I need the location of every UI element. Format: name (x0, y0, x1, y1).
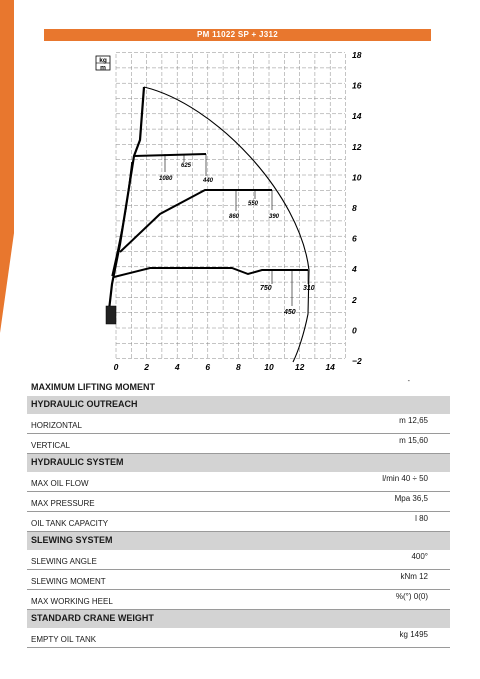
load-diagram (0, 44, 480, 374)
spec-row (27, 472, 450, 492)
x-tick-label: 6 (205, 362, 211, 372)
y-tick-label: 2 (352, 294, 357, 305)
spec-row (27, 550, 450, 570)
x-tick-label: 14 (325, 362, 335, 372)
section-header (27, 454, 450, 472)
spec-value: Mpa 36,5 (394, 494, 428, 503)
y-tick-labels (351, 50, 362, 366)
svg-text:860: 860 (229, 214, 240, 220)
x-tick-label: 2 (144, 362, 149, 372)
spec-value: m 15,60 (399, 436, 428, 445)
spec-row (27, 512, 450, 532)
x-tick-label: 10 (264, 362, 274, 372)
y-tick-label: 16 (352, 80, 362, 91)
section-title: SLEWING SYSTEM (31, 535, 113, 545)
svg-text:1080: 1080 (159, 176, 173, 182)
section-title: HYDRAULIC SYSTEM (31, 457, 124, 467)
y-tick-label: 18 (352, 50, 362, 60)
spec-label: MAX PRESSURE (31, 499, 95, 508)
spec-value: kg 1495 (399, 630, 428, 639)
x-tick-label: 8 (236, 362, 241, 372)
y-tick-label: 4 (352, 264, 357, 275)
y-tick-label: −2 (352, 356, 362, 366)
section-header (27, 610, 450, 628)
spec-row (27, 628, 450, 648)
y-tick-label: 14 (352, 111, 362, 122)
spec-label: SLEWING MOMENT (31, 577, 106, 586)
section-title: STANDARD CRANE WEIGHT (31, 613, 154, 623)
diagram-grid (116, 53, 346, 360)
svg-text:550: 550 (248, 201, 259, 207)
svg-text:450: 450 (284, 309, 296, 316)
spec-table (27, 380, 450, 648)
spec-label: HORIZONTAL (31, 421, 82, 430)
spec-label: MAX OIL FLOW (31, 479, 89, 488)
spec-value: l 80 (415, 514, 428, 523)
spec-label: SLEWING ANGLE (31, 557, 97, 566)
svg-text:625: 625 (181, 163, 192, 169)
section-header (27, 532, 450, 550)
spec-row (27, 434, 450, 454)
y-tick-label: 8 (352, 203, 357, 213)
x-tick-label: 0 (113, 362, 119, 372)
y-tick-label: 6 (352, 233, 357, 244)
max-lifting-moment-label: MAXIMUM LIFTING MOMENT (31, 382, 155, 392)
spec-row (27, 570, 450, 590)
spec-value: m 12,65 (399, 416, 428, 425)
section-header (27, 396, 450, 414)
x-tick-labels (114, 362, 336, 372)
spec-value: 400° (411, 552, 428, 561)
spec-row (27, 492, 450, 512)
svg-text:750: 750 (260, 285, 272, 292)
section-title: HYDRAULIC OUTREACH (31, 399, 138, 409)
spec-label: OIL TANK CAPACITY (31, 519, 109, 528)
spec-label: VERTICAL (31, 441, 70, 450)
load-labels (159, 163, 315, 316)
model-title: PM 11022 SP + J312 (44, 29, 431, 41)
unit-m: m (100, 64, 106, 72)
max-lifting-moment-row (27, 380, 450, 396)
spec-value: kNm 12 (400, 572, 428, 581)
spec-value: l/min 40 ÷ 50 (382, 474, 428, 483)
load-markers (165, 154, 308, 306)
max-lifting-moment-value: - (407, 378, 410, 385)
y-tick-label: 10 (352, 172, 362, 183)
spec-value: %(°) 0(0) (395, 592, 428, 601)
svg-text:390: 390 (269, 214, 280, 220)
x-tick-label: 4 (174, 362, 180, 372)
svg-text:440: 440 (203, 178, 214, 184)
unit-kg: kg (99, 57, 107, 64)
spec-row (27, 414, 450, 434)
x-tick-label: 12 (294, 362, 305, 372)
y-tick-label: 0 (352, 325, 357, 336)
y-tick-label: 12 (352, 141, 362, 152)
svg-text:310: 310 (303, 285, 315, 292)
spec-label: MAX WORKING HEEL (31, 597, 113, 606)
spec-row (27, 590, 450, 610)
spec-label: EMPTY OIL TANK (31, 635, 97, 644)
